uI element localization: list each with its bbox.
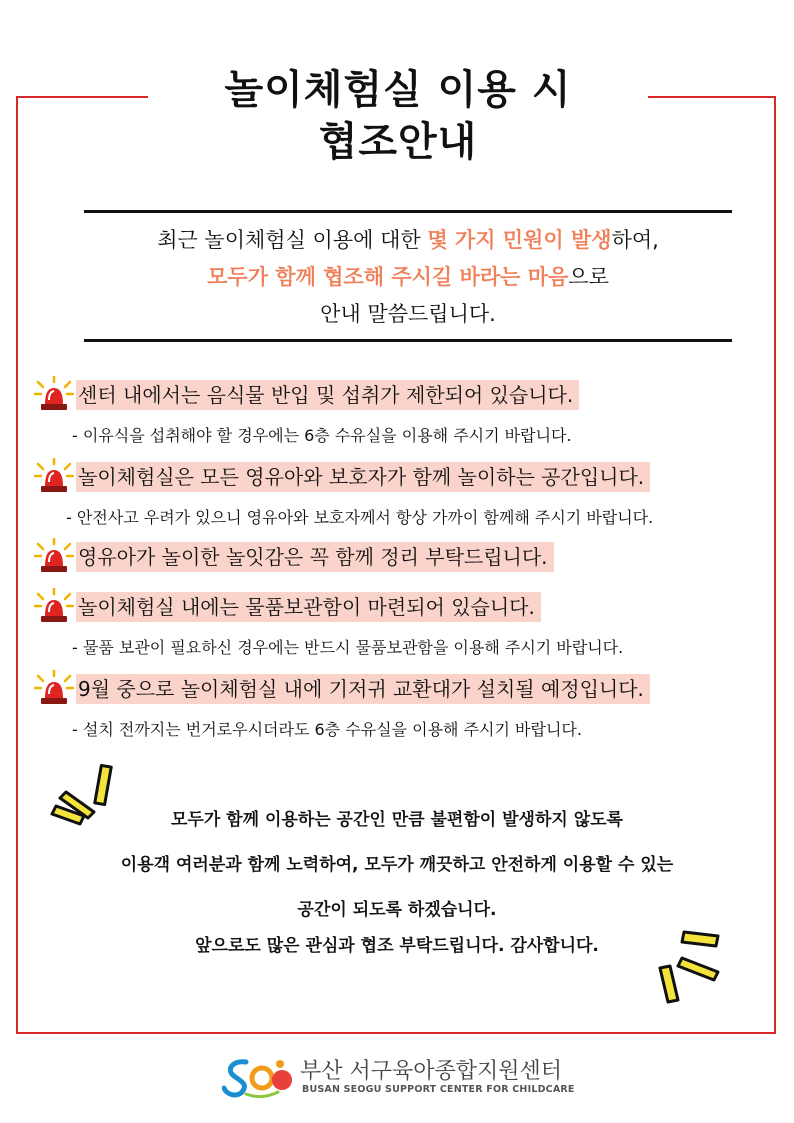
notice-item-2-sub: - 안전사고 우려가 있으니 영유아와 보호자께서 항상 가까이 함께해 주시기 바랍니다. (66, 508, 654, 527)
footer-name-en: BUSAN SEOGU SUPPORT CENTER FOR CHILDCARE (302, 1084, 575, 1095)
center-logo-icon (222, 1056, 294, 1098)
intro-text (84, 222, 732, 333)
notice-item-4-sub: - 물품 보관이 필요하신 경우에는 반드시 물품보관함을 이용해 주시기 바랍니다. (72, 638, 624, 657)
notice-item-5-sub: - 설치 전까지는 번거로우시더라도 6층 수유실을 이용해 주시기 바랍니다. (72, 720, 582, 739)
intro-line-3: 안내 말씀드립니다. (320, 302, 496, 326)
intro-line-2 (84, 259, 732, 296)
notice-item-1-sub: - 이유식을 섭취해야 할 경우에는 6층 수유실을 이용해 주시기 바랍니다. (72, 426, 572, 445)
closing-line-1: 모두가 함께 이용하는 공간인 만큼 불편함이 발생하지 않도록 (171, 810, 623, 830)
intro-line-1-text: 최근 놀이체험실 이용에 대한 (157, 228, 428, 252)
intro-line-2-highlight: 모두가 함께 협조해 주시길 바라는 마음 (207, 265, 569, 289)
siren-icon (34, 538, 74, 574)
intro-bottom-rule (84, 339, 732, 342)
notice-item-2-text: 놀이체험실은 모든 영유아와 보호자가 함께 놀이하는 공간입니다. (76, 462, 650, 492)
siren-icon (34, 588, 74, 624)
notice-item-5-text: 9월 중으로 놀이체험실 내에 기저귀 교환대가 설치될 예정입니다. (76, 674, 650, 704)
closing-line-3: 공간이 되도록 하겠습니다. (297, 900, 497, 920)
title-line-2: 협조안내 (318, 119, 478, 165)
siren-icon (34, 670, 74, 706)
notice-item-3-text: 영유아가 놀이한 놀잇감은 꼭 함께 정리 부탁드립니다. (76, 542, 554, 572)
closing-line-2: 이용객 여러분과 함께 노력하여, 모두가 깨끗하고 안전하게 이용할 수 있는 (120, 855, 674, 875)
intro-line-2-end: 으로 (568, 265, 609, 289)
footer-name-kr: 부산 서구육아종합지원센터 (300, 1059, 563, 1084)
siren-icon (34, 376, 74, 412)
intro-top-rule (84, 210, 732, 213)
page-title (148, 64, 648, 168)
intro-line-1-highlight: 몇 가지 민원이 발생 (427, 228, 612, 252)
intro-line-1 (84, 222, 732, 259)
siren-icon (34, 458, 74, 494)
notice-item-4-text: 놀이체험실 내에는 물품보관함이 마련되어 있습니다. (76, 592, 541, 622)
closing-line-4: 앞으로도 많은 관심과 협조 부탁드립니다. 감사합니다. (195, 936, 599, 956)
intro-line-1-end: 하여, (611, 228, 659, 252)
notice-item-1-text: 센터 내에서는 음식물 반입 및 섭취가 제한되어 있습니다. (76, 380, 579, 410)
title-line-1: 놀이체험실 이용 시 (224, 67, 572, 113)
footer (222, 1052, 582, 1100)
